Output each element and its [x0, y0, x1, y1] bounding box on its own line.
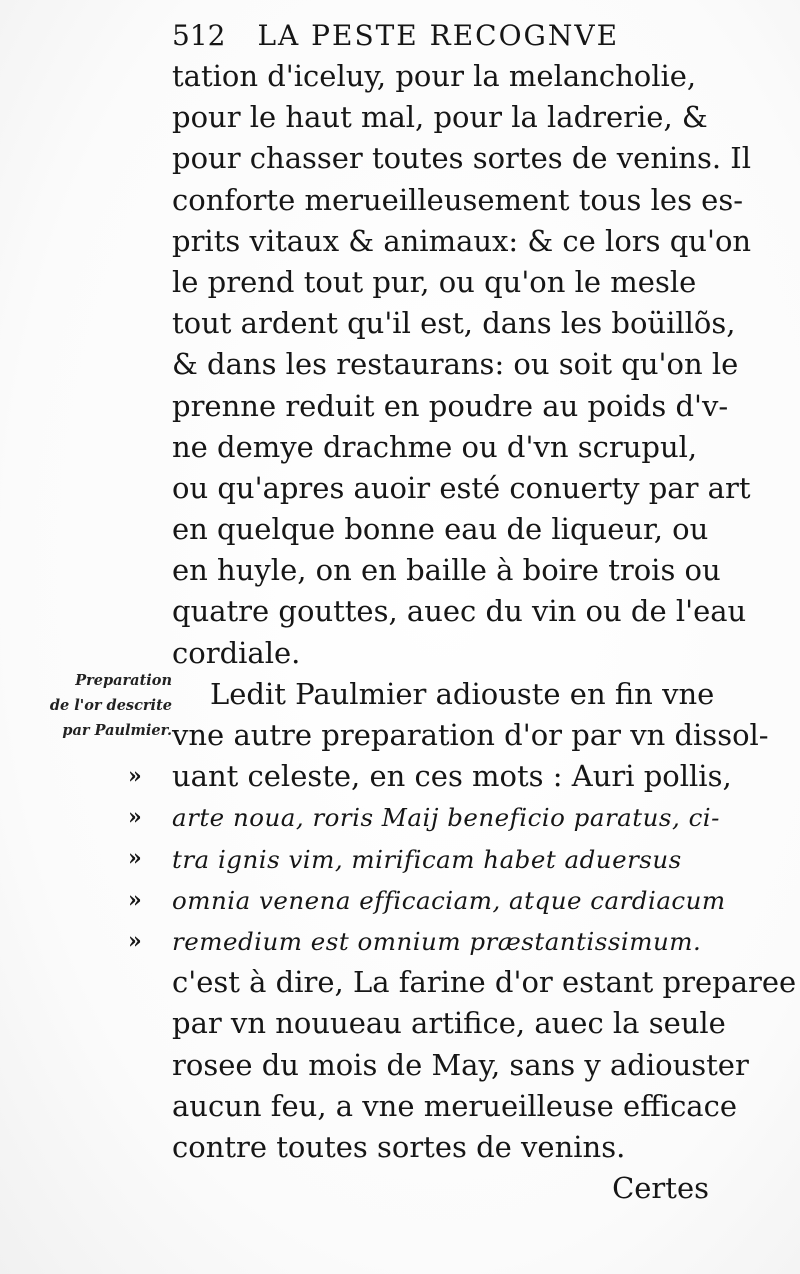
text-line: le prend tout pur, ou qu'on le mesle: [172, 264, 697, 299]
text-line: conforte merueilleusement tous les es-: [172, 182, 744, 217]
text-line: & dans les restaurans: ou soit qu'on le: [172, 347, 739, 382]
text-line: contre toutes sortes de venins.: [172, 1129, 626, 1164]
quotation-marks-column: [128, 756, 142, 962]
latin-quote-line: tra ignis vim, mirificam habet aduersus: [172, 844, 682, 874]
paragraph-start-line: Ledit Paulmier adiouste en fin vne: [210, 676, 715, 711]
text-line: tout ardent qu'il est, dans les boüillõs,: [172, 306, 736, 341]
text-line: en huyle, on en baille à boire trois ou: [172, 553, 721, 588]
text-line: en quelque bonne eau de liqueur, ou: [172, 512, 709, 547]
latin-quote-line: omnia venena efficaciam, atque cardiacum: [172, 885, 726, 915]
quote-mark: »: [128, 927, 142, 954]
page-header: [172, 18, 619, 54]
running-title: LA PESTE RECOGNVE: [257, 19, 620, 52]
text-line: quatre gouttes, auec du vin ou de l'eau: [172, 594, 747, 629]
text-line: vne autre preparation d'or par vn dissol-: [172, 718, 769, 752]
text-line: prenne reduit en poudre au poids d'v-: [172, 388, 729, 423]
latin-quote-line: remedium est omnium præstantissimum.: [172, 926, 702, 956]
text-line: prits vitaux & animaux: & ce lors qu'on: [172, 223, 752, 258]
text-line: uant celeste, en ces mots : Auri pollis,: [172, 759, 732, 794]
latin-quote-line: arte noua, roris Maij beneficio paratus, ci-: [172, 803, 720, 833]
text-line: ou qu'apres auoir esté conuerty par art: [172, 470, 751, 505]
text-line: cordiale.: [172, 635, 301, 670]
catchword: Certes: [612, 1171, 709, 1206]
text-line: pour le haut mal, pour la ladrerie, &: [172, 100, 708, 135]
quote-mark: »: [128, 845, 142, 872]
quote-mark: »: [128, 804, 142, 831]
margin-note-line: de l'or descrite: [49, 697, 172, 714]
page-number: 512: [172, 19, 226, 52]
text-line: c'est à dire, La farine d'or estant preparee: [172, 965, 797, 1000]
text-line: par vn nouueau artifice, auec la seule: [172, 1006, 726, 1041]
body-text: [172, 56, 797, 1209]
text-line: tation d'iceluy, pour la melancholie,: [172, 59, 697, 93]
margin-note: [22, 668, 172, 743]
text-line: aucun feu, a vne merueilleuse efficace: [172, 1088, 738, 1123]
quote-mark: »: [128, 886, 142, 913]
text-line: ne demye drachme ou d'vn scrupul,: [172, 429, 698, 464]
text-line: rosee du mois de May, sans y adiouster: [172, 1047, 749, 1082]
margin-note-line: Preparation: [75, 672, 172, 689]
quote-mark: »: [128, 763, 142, 789]
margin-note-line: par Paulmier.: [62, 722, 172, 739]
text-line: pour chasser toutes sortes de venins. Il: [172, 141, 751, 176]
